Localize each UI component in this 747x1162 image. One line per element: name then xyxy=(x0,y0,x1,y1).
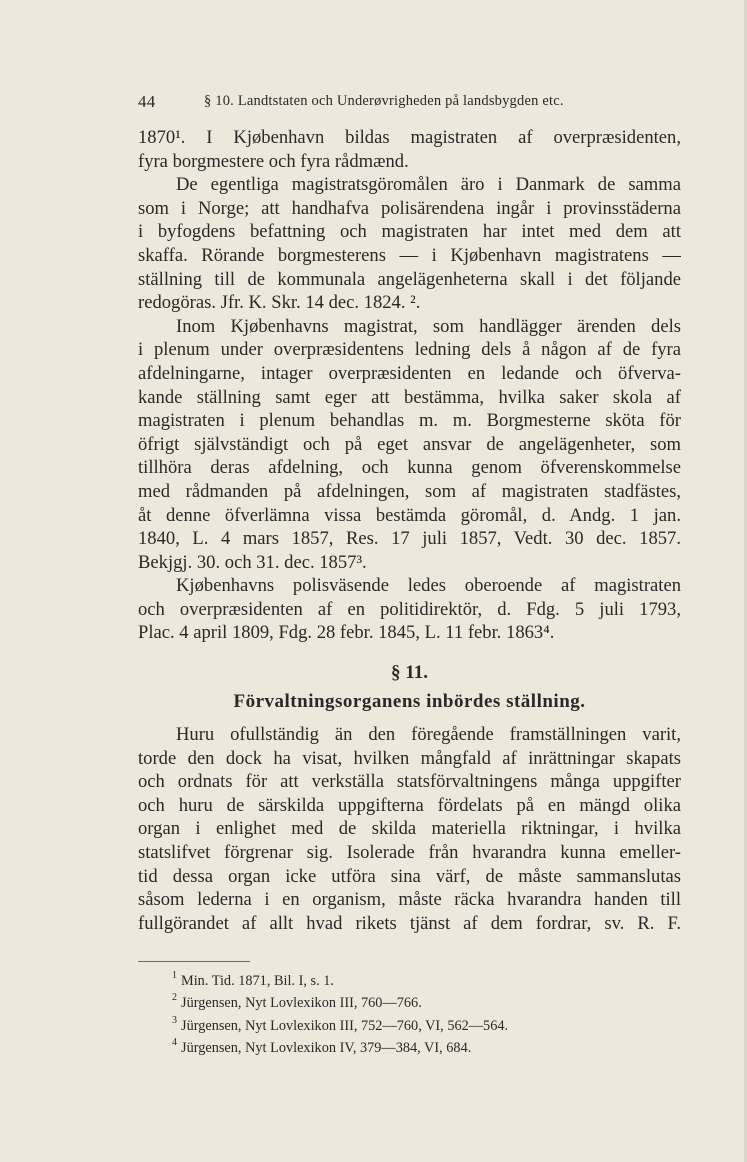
text-line: afdelningarne, intager overpræsidenten en ledande och öfverva- xyxy=(138,362,681,384)
text-line: Bekjgj. 30. och 31. dec. 1857³. xyxy=(138,551,367,573)
text-line: tid dessa organ icke utföra sina värf, de måste sammanslutas xyxy=(138,865,681,887)
text-line: åt denne öfverlämna vissa bestämda göromål, d. Andg. 1 jan. xyxy=(138,504,681,526)
text-line: fyra borgmestere och fyra rådmænd. xyxy=(138,150,409,172)
text-line: Inom Kjøbenhavns magistrat, som handlägger ärenden dels xyxy=(176,315,681,337)
footnote-rule xyxy=(138,961,250,962)
footnote xyxy=(172,1037,682,1059)
footnote-mark: 1 xyxy=(172,970,177,981)
text-line: och ordnats för att verkställa statsförvaltningens många uppgifter xyxy=(138,771,681,793)
text-line: Plac. 4 april 1809, Fdg. 28 febr. 1845, L. 11 febr. 1863⁴. xyxy=(138,622,555,644)
text-line: 1840, L. 4 mars 1857, Res. 17 juli 1857, Vedt. 30 dec. 1857. xyxy=(138,528,681,550)
footnotes xyxy=(172,970,682,1059)
text-line: i byfogdens befattning och magistraten har intet med dem att xyxy=(138,221,681,243)
text-line: i plenum under overpræsidentens ledning dels å någon af de fyra xyxy=(138,339,681,361)
footnote-text: Jürgensen, Nyt Lovlexikon IV, 379—384, VI, 684. xyxy=(181,1039,472,1056)
section-number: § 11. xyxy=(391,662,428,684)
text-line: tillhöra deras afdelning, och kunna genom öfverenskommelse xyxy=(138,457,681,479)
header-title: § 10. Landtstaten och Underøvrigheden på landsbygden etc. xyxy=(204,93,564,109)
text-line: kande ställning samt eger att bestämma, hvilka saker skola af xyxy=(138,386,681,408)
page-number: 44 xyxy=(138,92,156,111)
text-line: organ i enlighet med de skilda materiella riktningar, i hvilka xyxy=(138,818,681,840)
text-line: och huru de särskilda uppgifterna fördelats på en mängd olika xyxy=(138,794,681,816)
section-title: Förvaltningsorganens inbördes ställning. xyxy=(233,691,586,713)
footnote-text: Jürgensen, Nyt Lovlexikon III, 760—766. xyxy=(181,995,422,1012)
footnote-text: Jürgensen, Nyt Lovlexikon III, 752—760, VI, 562—564. xyxy=(181,1017,509,1034)
text-line: redogöras. Jfr. K. Skr. 14 dec. 1824. ². xyxy=(138,292,421,314)
text-line: ställning till de kommunala angelägenheterna skall i det följande xyxy=(138,268,681,290)
text-line: torde den dock ha visat, hvilken mångfald af inrättningar skapats xyxy=(138,747,681,769)
text-line: fullgörandet af allt hvad rikets tjänst af dem fordrar, sv. R. F. xyxy=(138,912,681,934)
text-line: som i Norge; att handhafva polisärendena ingår i provinsstäderna xyxy=(138,197,681,219)
footnote-text: Min. Tid. 1871, Bil. I, s. 1. xyxy=(181,973,334,989)
footnote xyxy=(172,970,682,992)
text-line: Kjøbenhavns polisväsende ledes oberoende af magistraten xyxy=(176,575,681,597)
text-line: Huru ofullständig än den föregående framställningen varit, xyxy=(176,724,681,746)
footnote-mark: 3 xyxy=(172,1014,177,1026)
main-text xyxy=(138,126,681,935)
text-line: skaffa. Rörande borgmesterens — i Kjøbenhavn magistratens — xyxy=(138,244,681,266)
footnote xyxy=(172,992,682,1014)
footnote-mark: 4 xyxy=(172,1036,177,1048)
text-line: magistraten i plenum behandlas m. m. Borgmesterne sköta för xyxy=(138,410,681,432)
running-header xyxy=(138,92,683,112)
text-line: De egentliga magistratsgöromålen äro i Danmark de samma xyxy=(176,174,681,196)
text-line: såsom lederna i en organism, måste räcka hvarandra handen till xyxy=(138,889,681,911)
text-line: öfrigt självständigt och på eget ansvar de angelägenheter, som xyxy=(138,433,681,455)
footnote-mark: 2 xyxy=(172,992,177,1004)
text-line: statslifvet förgrenar sig. Isolerade från hvarandra kunna emeller- xyxy=(138,842,681,864)
text-line: och overpræsidenten af en politidirektör, d. Fdg. 5 juli 1793, xyxy=(138,598,681,620)
footnote xyxy=(172,1015,682,1037)
text-line: 1870¹. I Kjøbenhavn bildas magistraten af overpræsidenten, xyxy=(138,127,681,148)
text-line: med rådmanden på afdelningen, som af magistraten stadfästes, xyxy=(138,480,681,502)
